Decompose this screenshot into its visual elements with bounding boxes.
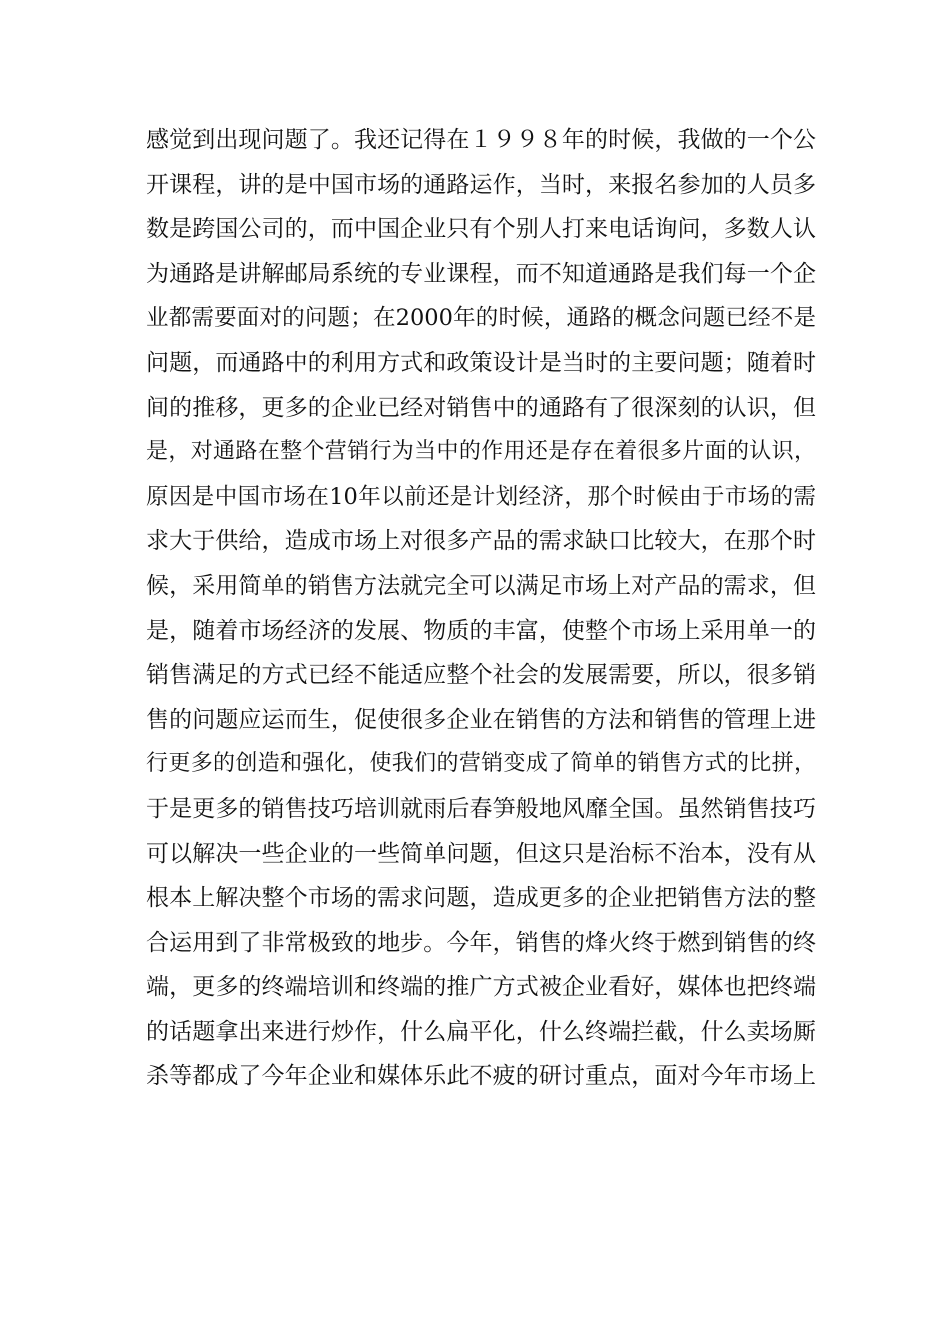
text-line: 根本上解决整个市场的需求问题，造成更多的企业把销售方法的整 — [146, 885, 816, 912]
text-line: 原因是中国市场在10年以前还是计划经济，那个时候由于市场的需 — [146, 483, 816, 510]
text-line: 行更多的创造和强化，使我们的营销变成了简单的销售方式的比拼， — [146, 751, 816, 777]
text-line: 合运用到了非常极致的地步。今年，销售的烽火终于燃到销售的终 — [146, 929, 816, 956]
text-line: 的话题拿出来进行炒作，什么扁平化，什么终端拦截，什么卖场厮 — [146, 1018, 816, 1045]
text-line: 问题，而通路中的利用方式和政策设计是当时的主要问题；随着时 — [146, 349, 816, 376]
text-line: 数是跨国公司的，而中国企业只有个别人打来电话询问，多数人认 — [146, 216, 816, 243]
text-line: 间的推移，更多的企业已经对销售中的通路有了很深刻的认识，但 — [146, 394, 816, 421]
text-line: 销售满足的方式已经不能适应整个社会的发展需要，所以，很多销 — [146, 662, 816, 689]
text-line: 售的问题应运而生，促使很多企业在销售的方法和销售的管理上进 — [146, 706, 816, 733]
text-line: 为通路是讲解邮局系统的专业课程，而不知道通路是我们每一个企 — [146, 260, 816, 287]
text-line: 是，对通路在整个营销行为当中的作用还是存在着很多片面的认识， — [146, 439, 816, 465]
text-line: 于是更多的销售技巧培训就雨后春笋般地风靡全国。虽然销售技巧 — [146, 795, 816, 822]
text-line: 可以解决一些企业的一些简单问题，但这只是治标不治本，没有从 — [146, 840, 816, 867]
text-line: 业都需要面对的问题；在2000年的时候，通路的概念问题已经不是 — [146, 305, 816, 332]
text-line: 端，更多的终端培训和终端的推广方式被企业看好，媒体也把终端 — [146, 974, 816, 1001]
text-line: 是，随着市场经济的发展、物质的丰富，使整个市场上采用单一的 — [146, 617, 816, 644]
text-line: 候，采用简单的销售方法就完全可以满足市场上对产品的需求，但 — [146, 572, 816, 599]
body-paragraph — [146, 118, 816, 1099]
text-line: 求大于供给，造成市场上对很多产品的需求缺口比较大，在那个时 — [146, 528, 816, 555]
text-line: 感觉到出现问题了。我还记得在１９９８年的时候，我做的一个公 — [146, 127, 816, 153]
text-line: 杀等都成了今年企业和媒体乐此不疲的研讨重点，面对今年市场上 — [146, 1063, 816, 1090]
text-line: 开课程，讲的是中国市场的通路运作，当时，来报名参加的人员多 — [146, 171, 816, 198]
